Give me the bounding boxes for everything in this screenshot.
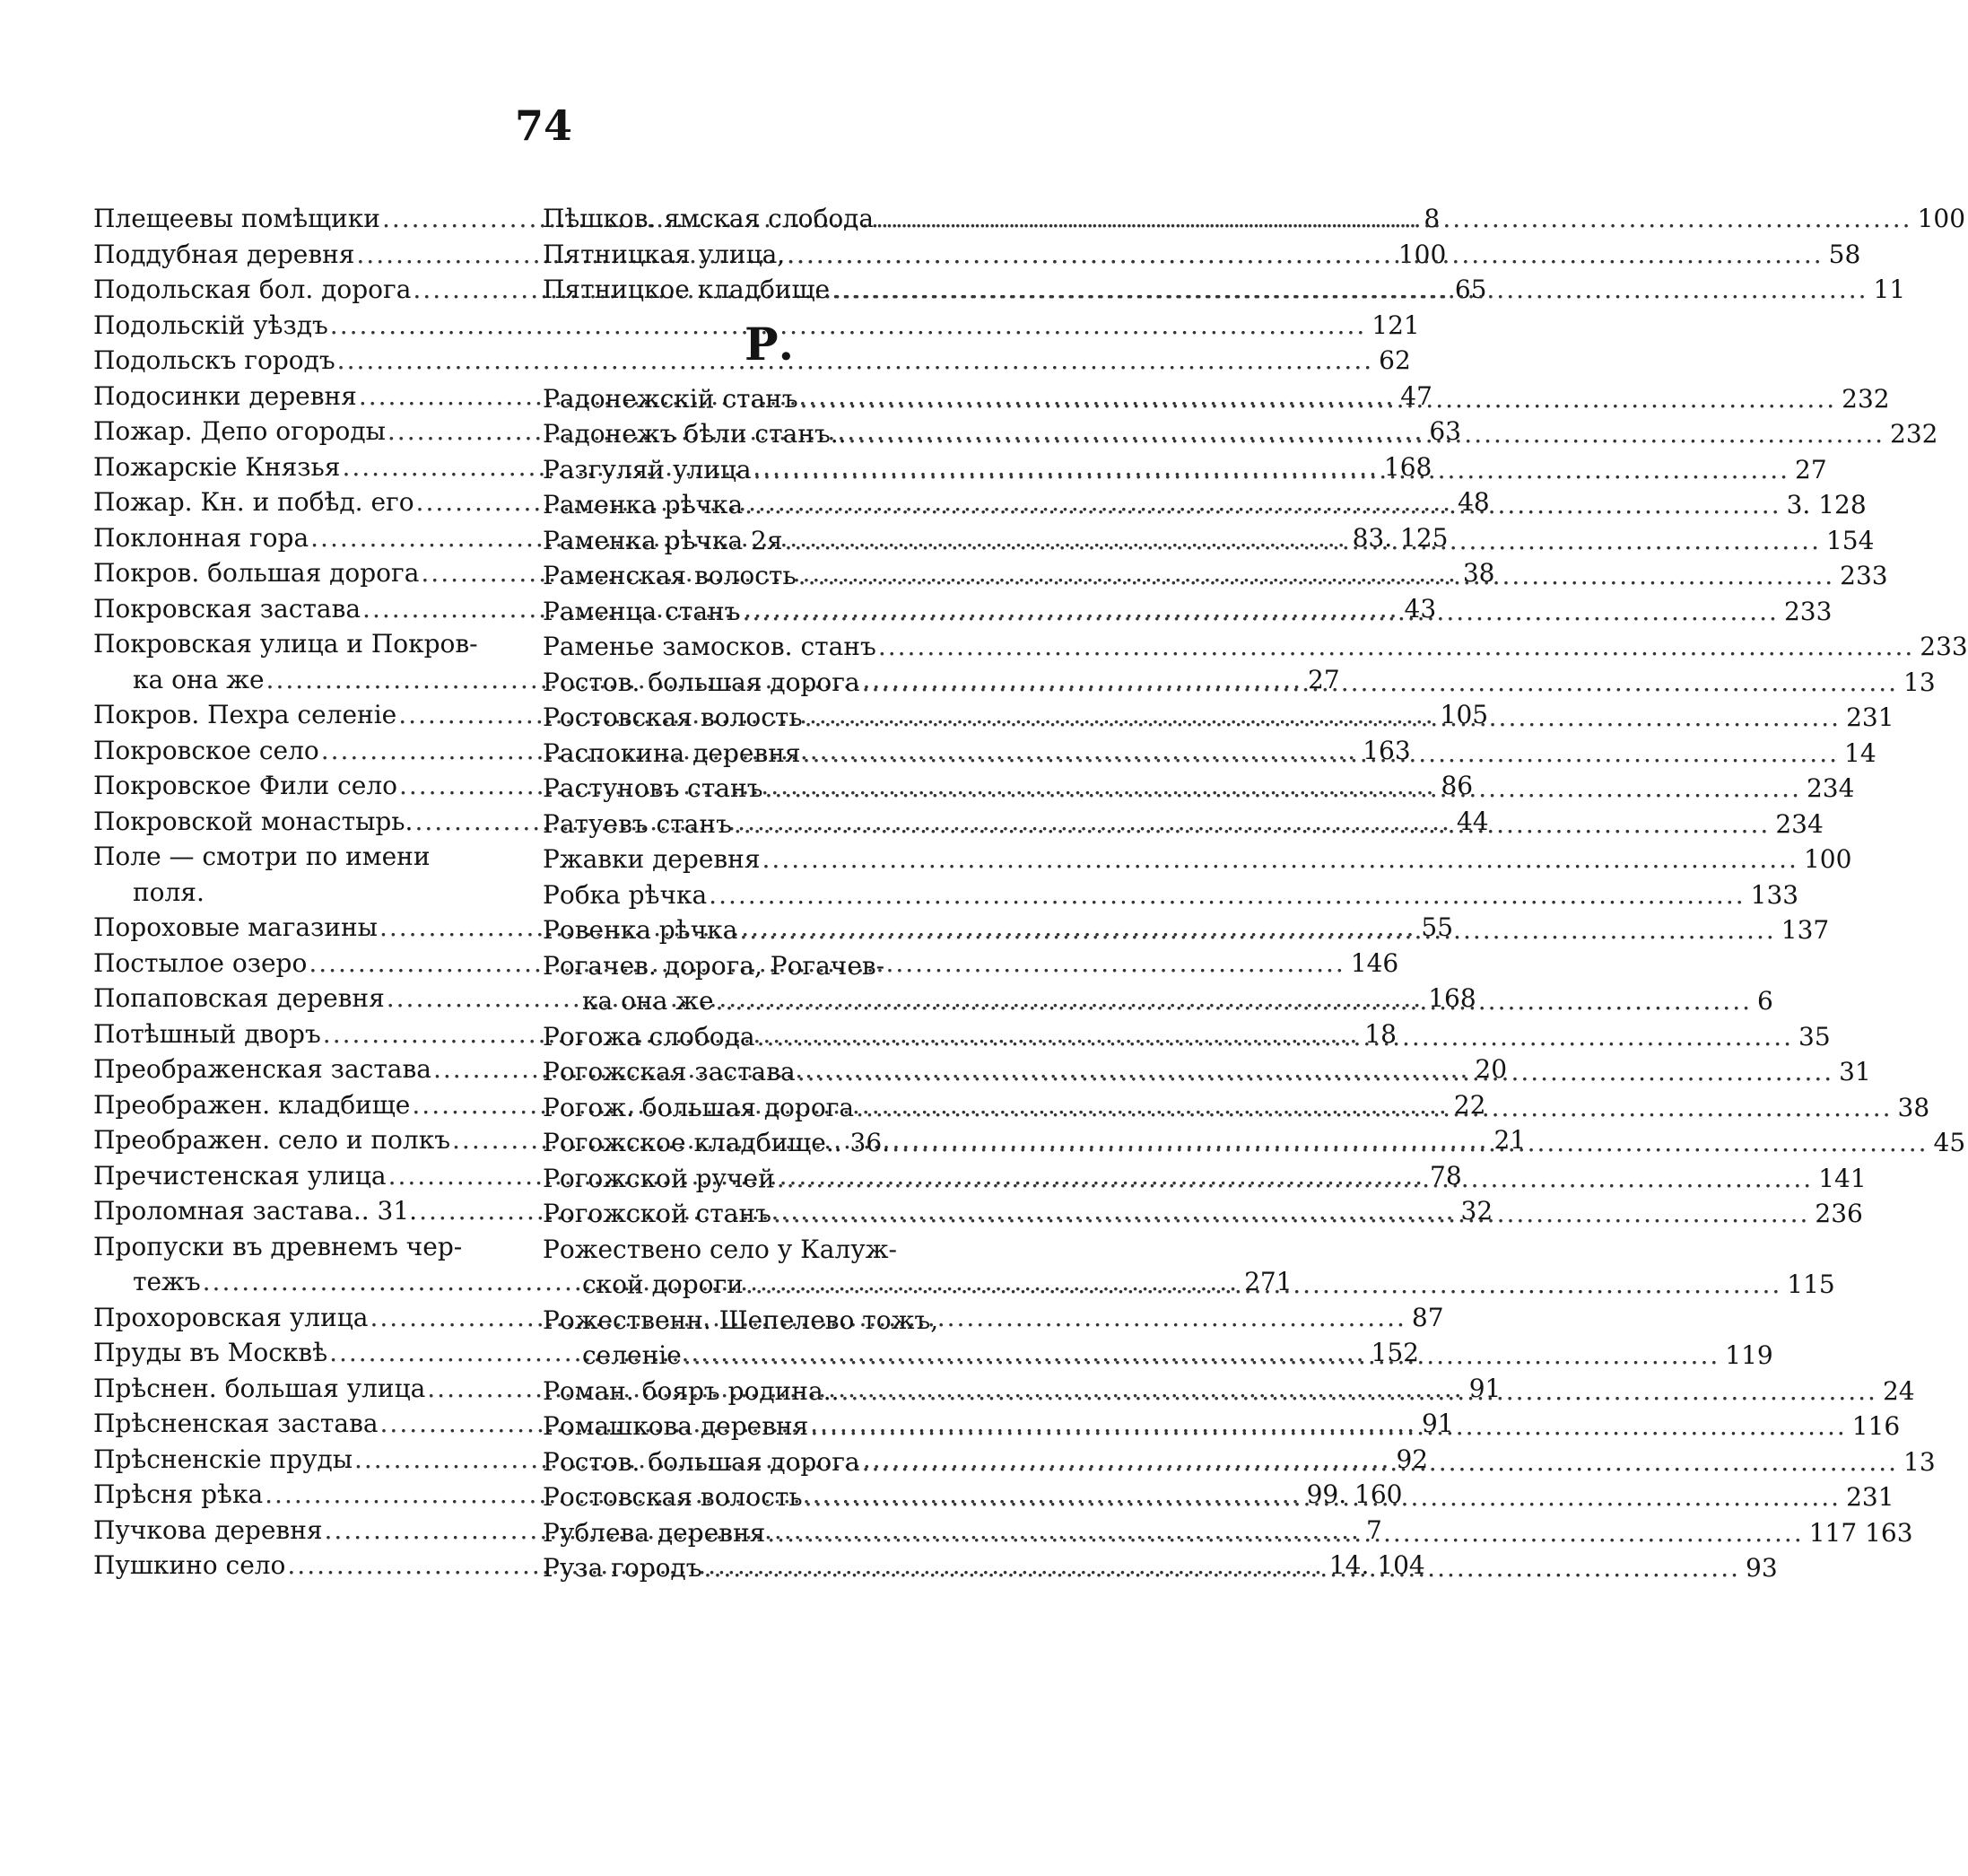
index-entry (543, 948, 986, 984)
entry-page-ref: 233 (1840, 561, 1888, 590)
leader-dots (744, 1267, 1783, 1303)
entry-page-ref: 100 (1803, 844, 1852, 874)
entry-name: Ромашкова деревня (543, 1411, 809, 1441)
entry-page-ref: 168 (1428, 983, 1476, 1013)
leader-dots (682, 1338, 1721, 1374)
entry-page-ref: 6 (1757, 986, 1773, 1016)
entry-page-ref: 233 (1920, 632, 1968, 661)
entry-name: Покровская улица и Покров- (93, 629, 478, 659)
entry-page-ref: 234 (1806, 773, 1855, 803)
entry-name: Подольскъ городъ (93, 345, 335, 375)
entry-name: Покров. Пехра селенiе (93, 700, 397, 729)
entry-page-ref: 231 (1846, 702, 1894, 732)
entry-name: Подольскiй уѣздъ (93, 310, 328, 340)
entry-page-ref: 58 (1828, 239, 1861, 269)
leader-dots (798, 381, 1838, 417)
entry-name: Покровское село (93, 735, 319, 765)
entry-name: Робка рѣчка (543, 879, 708, 910)
entry-page-ref: 44 (1456, 806, 1489, 836)
entry-name: Поле — смотри по имени (93, 842, 431, 871)
entry-name: Ростов. большая дорога (543, 667, 860, 697)
leader-dots (783, 523, 1823, 559)
entry-name: Рогожа слобода (543, 1021, 755, 1051)
entry-page-ref: 35 (1798, 1021, 1831, 1051)
leader-dots (737, 912, 1777, 948)
entry-page-ref: 100 (1917, 204, 1966, 233)
leader-dots (752, 452, 1791, 488)
index-entry (93, 875, 545, 911)
entry-name: Распокина деревня (543, 737, 801, 768)
entry-name: Преображен. село и полкъ (93, 1125, 451, 1155)
entry-name: ской дороги (582, 1270, 744, 1299)
leader-dots (771, 1196, 1811, 1232)
leader-dots (801, 736, 1841, 772)
entry-name: Прѣснен. большая улица (93, 1373, 426, 1403)
entry-page-ref: 18 (1364, 1018, 1397, 1049)
entry-page-ref: 168 (1383, 451, 1432, 482)
entry-page-ref: 99. 160 (1306, 1479, 1403, 1509)
entry-page-ref: 47 (1400, 380, 1432, 411)
entry-page-ref: 117 163 (1808, 1517, 1913, 1548)
entry-name: Плещеевы помѣщики (93, 204, 380, 233)
entry-name: Рогожской станъ (543, 1199, 771, 1228)
entry-name: ка она же (582, 986, 714, 1016)
entry-name: Рогож. большая дорога (543, 1092, 855, 1122)
entry-page-ref: 232 (1842, 383, 1890, 414)
entry-name: Ржавки деревня (543, 844, 761, 874)
entry-name: Пятницкое кладбище (543, 275, 831, 304)
index-entry (93, 308, 1420, 344)
entry-name: Покровской монастырь. (93, 806, 414, 836)
leader-dots (860, 1444, 1900, 1480)
leader-dots (890, 1125, 1929, 1161)
entry-page-ref: 27 (1308, 664, 1340, 694)
entry-name: Рогачев. дорога, Рогачев- (543, 950, 885, 981)
leader-dots (761, 842, 1800, 877)
entry-page-ref: 119 (1725, 1340, 1773, 1370)
leader-dots (830, 272, 1869, 308)
entry-page-ref: 7 (1365, 1514, 1382, 1545)
index-entry (543, 842, 1852, 877)
entry-name: Ратуевъ станъ (543, 808, 732, 839)
entry-page-ref: 91 (1421, 1409, 1454, 1438)
entry-name: Раменца станъ (543, 596, 741, 626)
entry-name: Рублева деревня (543, 1517, 766, 1548)
entry-name: ка она же (133, 664, 265, 694)
leader-dots (854, 1090, 1894, 1126)
entry-page-ref: 22 (1453, 1089, 1486, 1120)
entry-page-ref: 13 (1903, 667, 1936, 697)
entry-page-ref: 24 (1882, 1375, 1915, 1406)
entry-name: Ростов. большая дорога (543, 1446, 860, 1477)
leader-dots (876, 629, 1916, 665)
index-entry (543, 1232, 986, 1268)
index-entry (543, 877, 1799, 913)
entry-name: Проломная застава.. 31. (93, 1196, 418, 1226)
entry-name: Пѣшков. ямская слобода (543, 204, 875, 233)
entry-page-ref: 271 (1244, 1267, 1293, 1296)
entry-page-ref: 100 (1398, 239, 1447, 269)
entry-name: Ростовская волость (543, 702, 803, 732)
entry-name: Пожар. Кн. и побѣд. его (93, 487, 414, 517)
entry-page-ref: 8 (1424, 204, 1441, 233)
leader-dots (765, 1515, 1805, 1551)
leader-dots (803, 1479, 1842, 1515)
leader-dots (785, 237, 1824, 273)
entry-name: Роман. бояръ родина.. (543, 1375, 840, 1406)
entry-name: Рожественн. Шепелево тожъ, (543, 1304, 939, 1335)
entry-page-ref: 233 (1783, 596, 1833, 626)
entry-page-ref: 232 (1890, 419, 1938, 449)
leader-dots (860, 665, 1900, 701)
entry-page-ref: 91 (1468, 1373, 1502, 1403)
entry-name: Пятницкая улица, (543, 239, 786, 269)
entry-name: Рогожское кладбище.. 36. (543, 1128, 891, 1157)
entry-page-ref: 3. 128 (1786, 490, 1867, 519)
leader-dots (714, 983, 1754, 1019)
entry-page-ref: 78 (1430, 1160, 1462, 1191)
entry-name: Покров. большая дорога (93, 558, 420, 588)
leader-dots (732, 807, 1772, 842)
entry-name: поля. (133, 877, 205, 907)
entry-name: Ростовская волость (543, 1482, 803, 1512)
entry-page-ref: 63 (1429, 416, 1461, 446)
entry-page-ref: 137 (1781, 915, 1830, 945)
entry-page-ref: 14. 104 (1328, 1550, 1425, 1580)
entry-name: Ровенка рѣчка (543, 915, 738, 945)
leader-dots (702, 1550, 1742, 1586)
entry-name: Радонежскiй станъ (543, 383, 798, 414)
entry-page-ref: 31 (1839, 1057, 1871, 1086)
entry-page-ref: 32 (1460, 1196, 1493, 1226)
entry-page-ref: 163 (1363, 735, 1411, 765)
entry-page-ref: 11 (1873, 275, 1906, 304)
entry-name: Пожар. Депо огороды (93, 416, 386, 446)
index-entry (93, 839, 545, 875)
entry-name: Рогожская застава (543, 1057, 796, 1086)
leader-dots (775, 1161, 1815, 1197)
entry-page-ref: 141 (1818, 1163, 1867, 1193)
entry-name: тежъ (133, 1267, 201, 1296)
leader-dots (707, 877, 1746, 913)
index-entry (543, 201, 1966, 237)
entry-page-ref: 86 (1441, 771, 1474, 800)
leader-dots (743, 487, 1782, 523)
entry-page-ref: 48 (1458, 487, 1490, 517)
entry-page-ref: 14 (1844, 737, 1877, 768)
entry-name: Подосинки деревня (93, 380, 357, 411)
entry-page-ref: 55 (1421, 912, 1454, 942)
leader-dots (741, 594, 1781, 630)
index-entry (93, 1229, 545, 1265)
entry-name: Раменская волость (543, 561, 797, 590)
entry-name: Пруды въ Москвѣ (93, 1338, 328, 1367)
entry-name: Раменка рѣчка (543, 490, 744, 519)
entry-page-ref: 45 (1933, 1128, 1966, 1157)
section-letter: Р. (745, 317, 795, 371)
entry-name: Раменка рѣчка 2я (543, 525, 783, 555)
leader-dots (847, 416, 1886, 452)
entry-page-ref: 65 (1454, 275, 1487, 304)
page-number: 74 (514, 101, 572, 150)
entry-page-ref: 116 (1851, 1411, 1901, 1441)
index-entry (93, 626, 545, 662)
entry-name: Прѣсня рѣка (93, 1479, 264, 1509)
entry-name: Разгуляй улица (543, 454, 752, 484)
entry-name: Пропуски въ древнемъ чер- (93, 1231, 463, 1261)
entry-page-ref: 38 (1462, 558, 1495, 588)
entry-page-ref: 83. 125 (1352, 522, 1449, 553)
entry-name: Пречистенская улица (93, 1160, 387, 1191)
entry-name: Попаповская деревня (93, 983, 385, 1013)
leader-dots (840, 1374, 1879, 1409)
entry-name: Прѣсненская застава (93, 1409, 379, 1438)
entry-name: Пороховые магазины (93, 912, 378, 942)
entry-page-ref: 152 (1371, 1338, 1419, 1367)
leader-dots (874, 201, 1913, 237)
entry-name: Рожествено село у Калуж- (543, 1234, 897, 1264)
entry-name: Поклонная гора (93, 522, 309, 553)
entry-page-ref: 231 (1846, 1482, 1894, 1512)
entry-page-ref: 234 (1775, 808, 1824, 839)
leader-dots (797, 558, 1836, 594)
entry-page-ref: 21 (1493, 1125, 1527, 1155)
entry-page-ref: 62 (1379, 345, 1411, 375)
entry-name: Преображенская застава (93, 1054, 431, 1084)
entry-name: Радонежъ бѣли станъ.. (543, 419, 847, 449)
entry-page-ref: 87 (1411, 1302, 1444, 1332)
entry-name: Раменье замосков. станъ (543, 632, 876, 661)
entry-name: Потѣшный дворъ (93, 1018, 321, 1049)
leader-dots (763, 771, 1803, 807)
entry-name: Прѣсненскiе пруды (93, 1444, 353, 1474)
entry-name: селенiе (582, 1340, 682, 1370)
entry-page-ref: 93 (1746, 1553, 1778, 1583)
leader-dots (755, 1019, 1795, 1055)
entry-page-ref: 92 (1396, 1444, 1429, 1474)
entry-page-ref: 154 (1825, 525, 1875, 555)
entry-page-ref: 133 (1750, 879, 1799, 910)
entry-page-ref: 27 (1795, 454, 1827, 484)
entry-page-ref: 115 (1787, 1270, 1835, 1299)
entry-page-ref: 236 (1815, 1199, 1863, 1228)
entry-name: Руза городъ (543, 1553, 702, 1583)
entry-name: Растуновъ станъ (543, 773, 763, 803)
entry-page-ref: 43 (1404, 593, 1437, 624)
entry-name: Покровская застава (93, 593, 361, 624)
entry-page-ref: 105 (1440, 700, 1489, 729)
entry-page-ref: 38 (1897, 1092, 1930, 1122)
entry-name: Поддубная деревня (93, 239, 355, 269)
entry-page-ref: 121 (1372, 310, 1420, 340)
entry-page-ref: 20 (1475, 1054, 1508, 1084)
entry-name: Рогожской ручей (543, 1163, 775, 1193)
leader-dots (796, 1054, 1835, 1090)
leader-dots (808, 1409, 1848, 1444)
index-entry (543, 1303, 986, 1339)
entry-name: Подольская бол. дорога (93, 275, 412, 304)
entry-name: Прохоровская улица (93, 1302, 369, 1332)
index-entry (93, 343, 1411, 379)
index-entry (543, 629, 1968, 665)
entry-page-ref: 13 (1903, 1446, 1936, 1477)
entry-page-ref: 146 (1350, 947, 1399, 978)
index-entry (543, 1515, 1913, 1551)
entry-name: Пушкино село (93, 1550, 286, 1580)
leader-dots (803, 700, 1842, 736)
entry-name: Постылое озеро (93, 947, 308, 978)
entry-name: Преображен. кладбище (93, 1089, 411, 1120)
entry-name: Пучкова деревня (93, 1514, 323, 1545)
entry-name: Покровское Фили село (93, 771, 397, 800)
entry-name: Пожарскiе Князья (93, 451, 341, 482)
